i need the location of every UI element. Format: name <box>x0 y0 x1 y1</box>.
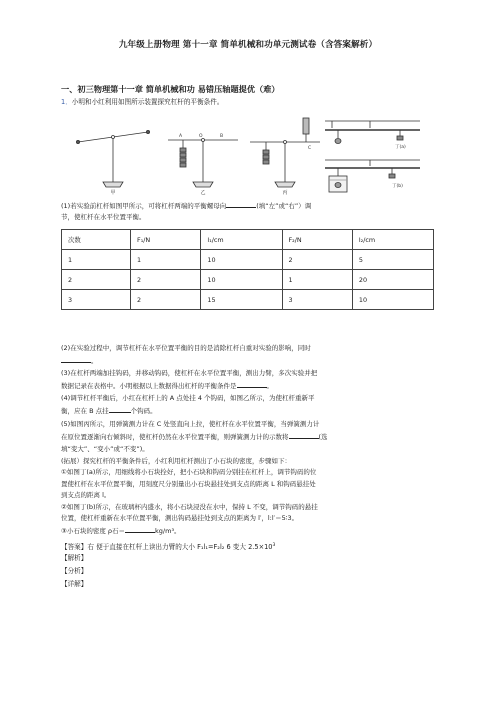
answer-blank <box>226 199 256 208</box>
question-text: 小明和小红利用如图所示装置探究杠杆的平衡条件。 <box>71 98 224 106</box>
table-row <box>62 270 434 290</box>
figure-yi-label: 乙 <box>200 190 206 196</box>
extension-intro: (拓展）探究杠杆的平衡条件后，小红利用杠杆测出了小石块的密度，步骤如下： <box>61 457 292 465</box>
svg-text:C: C <box>308 146 312 151</box>
figure-ding-a-label: 丁(a) <box>395 145 406 150</box>
answer-blank <box>125 524 155 533</box>
table-header-row <box>62 230 434 250</box>
table-cell: 10 <box>201 270 282 290</box>
figure-ding-b <box>325 160 420 192</box>
part-4-text-b: 衡，应在 B 点挂 <box>61 407 109 416</box>
table-header-cell: F₂/N <box>282 230 352 250</box>
part-1-text-b: (填“左”或“右”）调 <box>256 202 312 210</box>
table-header-cell: l₂/cm <box>352 230 433 250</box>
table-cell: 1 <box>62 250 131 270</box>
table-cell: 1 <box>131 250 201 270</box>
part-1 <box>61 199 439 224</box>
figure-bing-label: 丙 <box>282 190 288 196</box>
table-header-cell: 次数 <box>62 230 131 250</box>
extension-step3-a: ③小石块的密度 ρ石＝ <box>61 527 126 536</box>
figure-ding-a <box>325 121 420 150</box>
table-cell: 10 <box>352 290 433 310</box>
part-4 <box>61 393 439 418</box>
extension-step2-b: 位置，使杠杆重新在水平位置平衡，测出钩码悬挂处到支点的距离为 l′，l:l′＝5∶3。 <box>61 514 299 523</box>
table-cell: 5 <box>352 250 433 270</box>
answer-blank <box>289 430 319 439</box>
lever-figures <box>70 116 440 200</box>
part-5 <box>61 419 439 455</box>
table-cell: 1 <box>282 270 352 290</box>
extension-step1-a: ①如图丁(a)所示，用细线将小石块拴好，把小石块和钩码分别挂在杠杆上，调节钩码的位 <box>61 468 317 477</box>
question-number: 1． <box>61 98 72 106</box>
answer-line <box>61 540 275 553</box>
svg-text:B: B <box>220 134 224 139</box>
extension-step1-c: 到支点的距离 l。 <box>61 491 111 500</box>
part-3-text-c: 。 <box>266 382 273 391</box>
table-cell: 2 <box>62 270 131 290</box>
detail-label: 【详解】 <box>61 580 88 588</box>
table-cell: 3 <box>62 290 131 310</box>
part-3 <box>61 368 439 393</box>
part-2-text-b: 。 <box>91 357 98 366</box>
table-cell: 2 <box>282 250 352 270</box>
figure-yi <box>168 133 238 187</box>
table-header-cell: F₁/N <box>131 230 201 250</box>
answer-blank <box>109 404 131 413</box>
table-row <box>62 250 434 270</box>
part-5-text-a: (5)如图丙所示，用弹簧测力计在 C 处竖直向上拉，使杠杆在水平位置平衡，当弹簧测力计 <box>61 420 320 428</box>
table-cell: 2 <box>131 290 201 310</box>
fenxi-label: 【分析】 <box>61 567 88 575</box>
lever-figures-svg <box>70 116 440 200</box>
figure-jia-label: 甲 <box>110 190 116 196</box>
analysis-label: 【解析】 <box>61 554 88 562</box>
part-5-text-b: 在原位置逐渐向右倾斜时，使杠杆仍然在水平位置平衡，则弹簧测力计的示数将 <box>61 433 289 442</box>
figure-ding-b-label: 丁(b) <box>392 184 403 189</box>
question-stem <box>61 97 441 108</box>
answer-blank <box>237 379 267 388</box>
table-cell: 3 <box>282 290 352 310</box>
table-cell: 10 <box>201 250 282 270</box>
answer-exponent: 3 <box>272 543 276 548</box>
extension-step1-b: 置使杠杆在水平位置平衡，用刻度尺分别量出小石块悬挂处到支点的距离 L 和钩码悬挂处 <box>61 479 316 488</box>
figure-jia <box>76 130 149 187</box>
table-row <box>62 290 434 310</box>
part-1-text-a: (1)若实验前杠杆如图甲所示，可将杠杆两端的平衡螺母向 <box>61 202 227 210</box>
part-4-text-c: 个钩码。 <box>130 407 157 416</box>
extension-block <box>61 456 439 538</box>
part-3-text-a: (3)在杠杆两端加挂钩码，并移动钩码，使杠杆在水平位置平衡，测出力臂，多次实验并把 <box>61 369 318 377</box>
section-heading: 一、初三物理第十一章 简单机械和功 易错压轴题提优（难） <box>61 84 280 94</box>
svg-text:O: O <box>199 134 203 139</box>
table-cell: 2 <box>131 270 201 290</box>
part-2 <box>61 343 439 368</box>
document-title: 九年级上册物理 第十一章 简单机械和功单元测试卷（含答案解析） <box>118 40 378 50</box>
part-2-text-a: (2)在实验过程中，调节杠杆在水平位置平衡的目的是消除杠杆自重对实验的影响，同时 <box>61 344 311 352</box>
part-1-text-c: 节，使杠杆在水平位置平衡。 <box>61 213 146 222</box>
extension-step3-b: kg/m³。 <box>155 527 181 536</box>
table-cell: 15 <box>201 290 282 310</box>
data-table <box>61 229 434 310</box>
part-4-text-a: (4)调节杠杆平衡后，小红在杠杆上的 A 点处挂 4 个钩码，如图乙所示，为使杠杆重新平 <box>61 394 315 402</box>
table-cell: 20 <box>352 270 433 290</box>
part-3-text-b: 数据记录在表格中。小明根据以上数据得出杠杆的平衡条件是 <box>61 382 237 391</box>
figure-bing <box>250 118 320 187</box>
answer-blank <box>61 354 91 363</box>
extension-step2-a: ②如图丁(b)所示，在玻璃杯内盛水，将小石块浸没在水中，保持 L 不变，调节钩码的悬挂 <box>61 502 318 511</box>
svg-text:A: A <box>179 134 183 139</box>
answer-label: 【答案】 <box>61 543 88 552</box>
part-5-text-d: 填“变大”、“变小”或“不变”)。 <box>61 444 149 453</box>
answer-text: 右 便于直接在杠杆上读出力臂的大小 F₁l₁=F₂l₂ 6 变大 2.5×10 <box>87 543 273 552</box>
part-5-text-c: (选 <box>318 433 328 442</box>
table-header-cell: l₁/cm <box>201 230 282 250</box>
